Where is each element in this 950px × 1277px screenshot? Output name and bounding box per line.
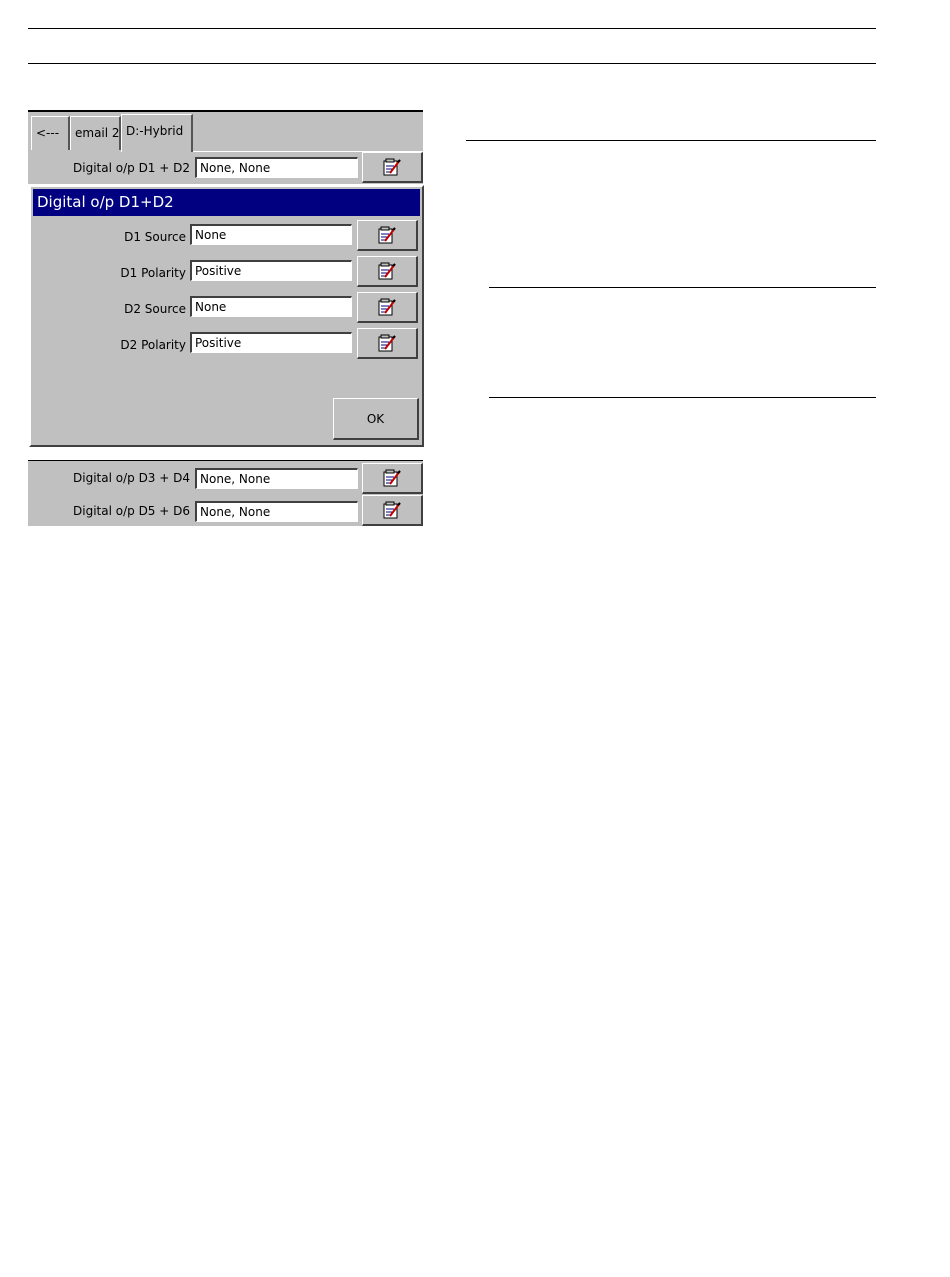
digital-op-d5-d6-field[interactable]: None, None	[195, 501, 358, 522]
ok-button[interactable]: OK	[333, 398, 419, 440]
digital-op-d3-d4-label: Digital o/p D3 + D4	[73, 471, 190, 485]
d2-source-label: D2 Source	[124, 302, 186, 316]
tab-back[interactable]: <---	[31, 116, 70, 150]
edit-icon	[382, 468, 402, 488]
digital-op-d5-d6-label: Digital o/p D5 + D6	[73, 504, 190, 518]
digital-op-d1-d2-edit-button[interactable]	[362, 152, 423, 183]
digital-op-d5-d6-edit-button[interactable]	[362, 495, 423, 526]
d1-polarity-edit-button[interactable]	[357, 256, 418, 287]
header-rule-bottom	[28, 63, 876, 64]
tab-email-2[interactable]: email 2	[70, 116, 121, 150]
digital-op-d1-d2-dialog	[29, 185, 424, 447]
digital-op-d1-d2-label: Digital o/p D1 + D2	[73, 161, 190, 175]
digital-op-d3-d4-field[interactable]: None, None	[195, 468, 358, 489]
edit-icon	[377, 225, 397, 245]
edit-icon	[377, 333, 397, 353]
dialog-title: Digital o/p D1+D2	[33, 189, 420, 216]
edit-icon	[382, 157, 402, 177]
d2-polarity-label: D2 Polarity	[120, 338, 186, 352]
d1-polarity-label: D1 Polarity	[120, 266, 186, 280]
header-rule-top	[28, 28, 876, 29]
tab-d-hybrid[interactable]: D:-Hybrid	[121, 114, 193, 152]
d2-source-edit-button[interactable]	[357, 292, 418, 323]
d2-polarity-edit-button[interactable]	[357, 328, 418, 359]
edit-icon	[377, 261, 397, 281]
edit-icon	[382, 500, 402, 520]
section-rule-1	[466, 140, 876, 141]
d1-source-edit-button[interactable]	[357, 220, 418, 251]
d2-polarity-field[interactable]: Positive	[190, 332, 352, 353]
digital-op-d3-d4-edit-button[interactable]	[362, 463, 423, 494]
d1-polarity-field[interactable]: Positive	[190, 260, 352, 281]
edit-icon	[377, 297, 397, 317]
d1-source-field[interactable]: None	[190, 224, 352, 245]
section-rule-3	[489, 397, 876, 398]
d1-source-label: D1 Source	[124, 230, 186, 244]
tab-panel	[28, 110, 423, 184]
d2-source-field[interactable]: None	[190, 296, 352, 317]
digital-op-d1-d2-field[interactable]: None, None	[195, 157, 358, 178]
lower-settings-panel	[28, 460, 423, 526]
section-rule-2	[489, 287, 876, 288]
